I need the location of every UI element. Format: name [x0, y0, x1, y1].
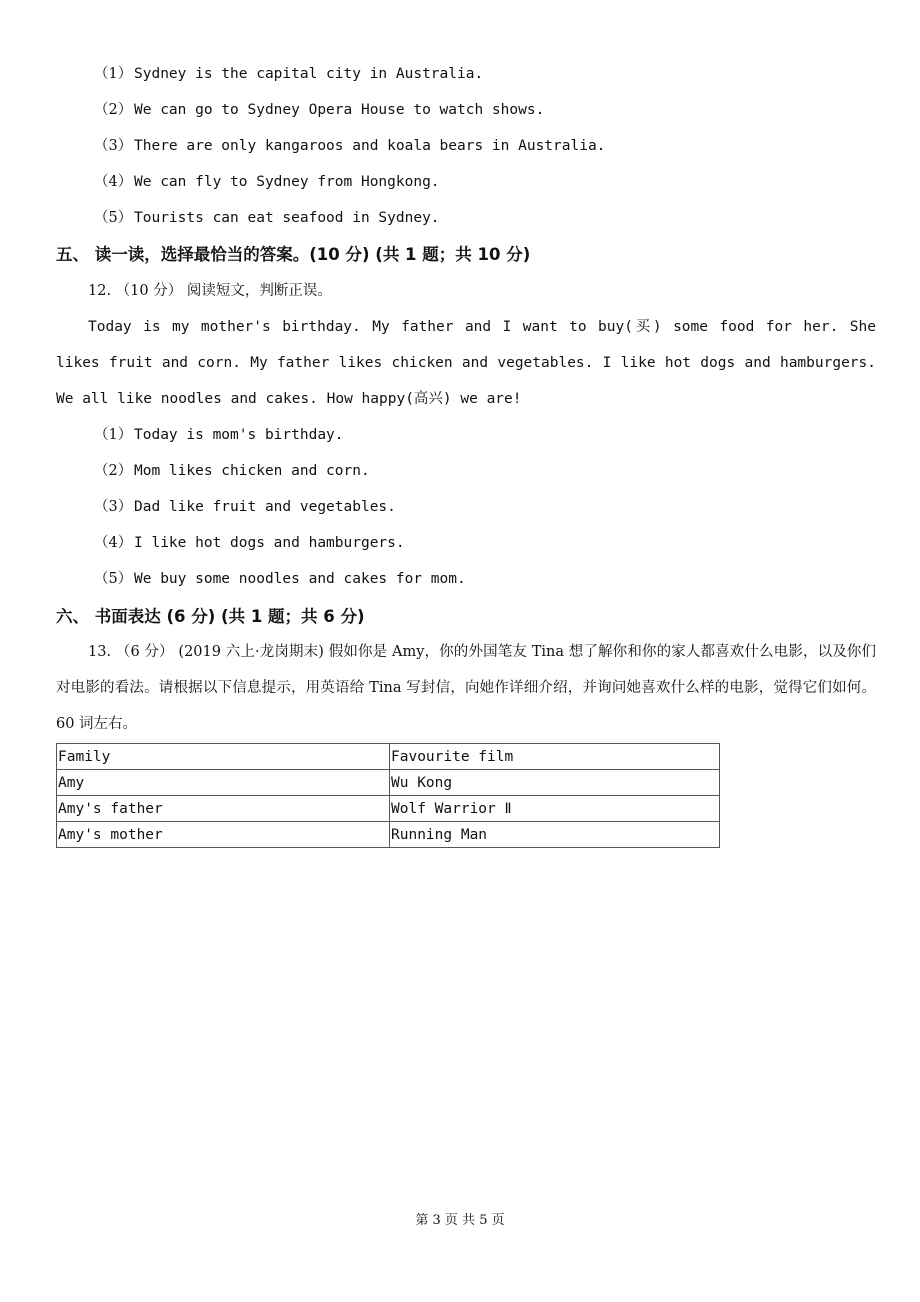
list-item: [94, 100, 544, 120]
favourite-film-table: [56, 743, 720, 848]
table-cell: Amy's mother: [57, 822, 390, 848]
table-header-row: [57, 744, 720, 770]
item-text: Today is mom's birthday.: [134, 427, 344, 443]
table-cell: Wu Kong: [390, 770, 720, 796]
page-footer: 第 3 页 共 5 页: [415, 1213, 505, 1228]
item-text: Tourists can eat seafood in Sydney.: [134, 210, 440, 226]
item-text: We can go to Sydney Opera House to watch shows.: [134, 102, 545, 118]
table-row: [57, 796, 720, 822]
list-item: [94, 569, 466, 589]
table-cell: Running Man: [390, 822, 720, 848]
item-number: （2）: [94, 463, 133, 479]
item-number: （2）: [94, 102, 133, 118]
section-heading-5: 五、 读一读，选择最恰当的答案。(10 分) (共 1 题；共 10 分): [56, 245, 531, 264]
item-number: （1）: [94, 66, 133, 82]
item-number: （4）: [94, 174, 133, 190]
question-13-prompt: 13. （6 分） (2019 六上·龙岗期末) 假如你是 Amy，你的外国笔友 Tina 想了解你和你的家人都喜欢什么电影，以及你们对电影的看法。请根据以下信息提示，用英语给 Tina 写封信，向她作详细介绍，并询问她喜欢什么样的电影，觉得它们如何。60 词左右。: [56, 644, 876, 732]
table-header-cell: Family: [57, 744, 390, 770]
item-number: （1）: [94, 427, 133, 443]
table-row: [57, 822, 720, 848]
table-row: [57, 770, 720, 796]
list-item: [94, 172, 440, 192]
list-item: [94, 461, 370, 481]
table-cell: Amy: [57, 770, 390, 796]
item-text: Mom likes chicken and corn.: [134, 463, 370, 479]
item-number: （5）: [94, 210, 133, 226]
list-item: [94, 425, 344, 445]
table-cell: Amy's father: [57, 796, 390, 822]
list-item: [94, 208, 440, 228]
item-text: We buy some noodles and cakes for mom.: [134, 571, 466, 587]
item-text: Dad like fruit and vegetables.: [134, 499, 396, 515]
question-12-prompt: 12. （10 分） 阅读短文，判断正误。: [88, 283, 332, 299]
reading-passage: Today is my mother's birthday. My father and I want to buy(买) some food for her. She likes fruit and corn. My father likes chicken and vegetables. I like hot dogs and hamburgers. We all like noodles and cakes. How happy(高兴) we are!: [56, 319, 876, 407]
section-heading-6: 六、 书面表达 (6 分) (共 1 题；共 6 分): [56, 607, 365, 626]
table-cell: Wolf Warrior Ⅱ: [390, 796, 720, 822]
list-item: [94, 533, 405, 553]
item-number: （4）: [94, 535, 133, 551]
item-number: （5）: [94, 571, 133, 587]
list-item: [94, 136, 605, 156]
item-text: We can fly to Sydney from Hongkong.: [134, 174, 440, 190]
item-number: （3）: [94, 499, 133, 515]
list-item: [94, 497, 396, 517]
table-header-cell: Favourite film: [390, 744, 720, 770]
item-number: （3）: [94, 138, 133, 154]
item-text: Sydney is the capital city in Australia.: [134, 66, 484, 82]
list-item: [94, 64, 483, 84]
item-text: There are only kangaroos and koala bears in Australia.: [134, 138, 606, 154]
item-text: I like hot dogs and hamburgers.: [134, 535, 405, 551]
